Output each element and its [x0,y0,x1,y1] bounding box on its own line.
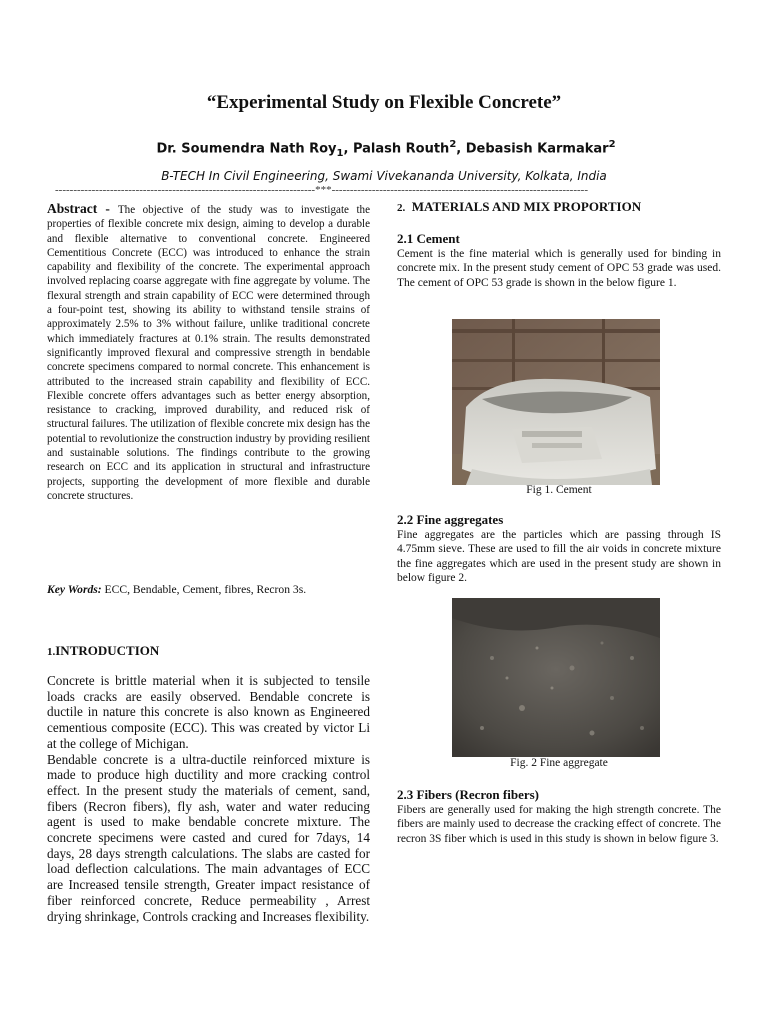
section-title: INTRODUCTION [55,643,160,658]
abstract-text: The objective of the study was to investigate the properties of flexible concrete mix design, aiming to develop a durable and flexible alternative to conventional concrete. Engineered Cementitious Concrete (ECC) was introduced to enhance the strain capability and flexibility of the concrete. The experimental approach involved replacing coarse aggregate with fine aggregate by volume. The flexural strength and strain capability of ECC were determined through a four-point test, showing its ability to withstand tensile strains of approximately 2.5% to 3% without failure, unlike traditional concrete which immediately fractures at 0.1% strain. The results demonstrated significantly improved flexural and compressive strength in bendable concrete specimens compared to normal concrete. This enhancement is attributed to the increased strain capability and flexibility of ECC. Flexible concrete offers advantages such as better energy absorption, resistance to cracking, improved durability, and reduced risk of structural failures. The utilization of flexible concrete mix design has the potential to revolutionize the construction industry by providing resilient and sustainable solutions. The findings contribute to the growing research on ECC and its application in structural and infrastructure projects, supporting the development of more flexible and durable concrete structures. [47,204,371,502]
abstract [47,202,370,503]
keywords: Key Words: ECC, Bendable, Cement, fibres, Recron 3s. [47,583,307,596]
section-title: MATERIALS AND MIX PROPORTION [411,199,642,214]
header-separator: -----------------------------------------------------------------------***---------------------------------------------------------------------- [55,184,588,196]
cement-text: Cement is the fine material which is generally used for binding in concrete mix. In the present study cement of OPC 53 grade was used. The cement of OPC 53 grade is shown in the below figure 1. [397,248,721,289]
paragraph: Concrete is brittle material when it is subjected to tensile loads cracks are easily observed. Bendable concrete is ductile in nature this concrete is also known as Engineered cementious composite (ECC). This was created by victor Li at the college of Michigan. [47,673,370,751]
introduction-heading [47,643,159,659]
fine-aggregates-text: Fine aggregates are the particles which are passing through IS 4.75mm sieve. These are used to fill the air voids in concrete mixture the fine aggregates which are used in the present study are shown in below figure 2. [397,529,721,584]
left-column [47,201,371,924]
figure-1-caption: Fig 1. Cement [526,484,592,496]
fibers-heading: 2.3 Fibers (Recron fibers) [397,787,540,802]
author-name: Dr. Soumendra Nath Roy [156,141,337,157]
author-affiliation-mark: 2 [608,139,616,150]
section-number: 2. [397,202,406,214]
author-name: Debasish Karmakar [465,141,609,157]
fine-aggregates-heading: 2.2 Fine aggregates [397,512,504,527]
affiliation: B-TECH In Civil Engineering, Swami Vivekananda University, Kolkata, India [161,169,607,183]
figure-cement-photo [452,319,660,485]
author-affiliation-mark: 2 [449,139,457,150]
abstract-label: Abstract - [47,201,118,216]
author-name: Palash Routh [352,141,450,157]
introduction-body [47,673,370,924]
author-line: Dr. Soumendra Nath Roy$_1$, Palash Routh$^2$, Debasish Karmakar$^2$ [156,139,616,159]
figure-fine-aggregate-photo [452,598,660,757]
figure-2-caption: Fig. 2 Fine aggregate [510,757,608,769]
section-number: 1. [47,646,56,658]
keywords-label: Key Words [47,583,98,596]
fibers-text: Fibers are generally used for making the high strength concrete. The fibers are mainly used to decrease the cracking effect of concrete. The recron 3S fiber which is used in this study is shown in below figure 3. [397,804,721,845]
paragraph: Bendable concrete is a ultra-ductile reinforced mixture is made to produce high ductility and more cracking control effect. In the present study the materials of cement, sand, fibers (Recron fibers), fly ash, water and water reducing agent is used to make bendable concrete mixture. The concrete specimens were casted and cured for 7days, 14 days, 28 days strength calculations. The slabs are casted for load deflection calculations. The main advantages of ECC are Increased tensile strength, Greater impact resistance of fiber reinforced concrete, Reduce permeability , Arrest drying shrinkage, Controls cracking and Increases flexibility. [47,751,370,924]
author-affiliation-mark: 1 [336,147,344,159]
keywords-text: ECC, Bendable, Cement, fibres, Recron 3s. [104,583,307,596]
materials-heading [397,199,721,215]
cement-heading: 2.1 Cement [397,231,460,246]
paper-title: “Experimental Study on Flexible Concrete” [206,92,562,113]
